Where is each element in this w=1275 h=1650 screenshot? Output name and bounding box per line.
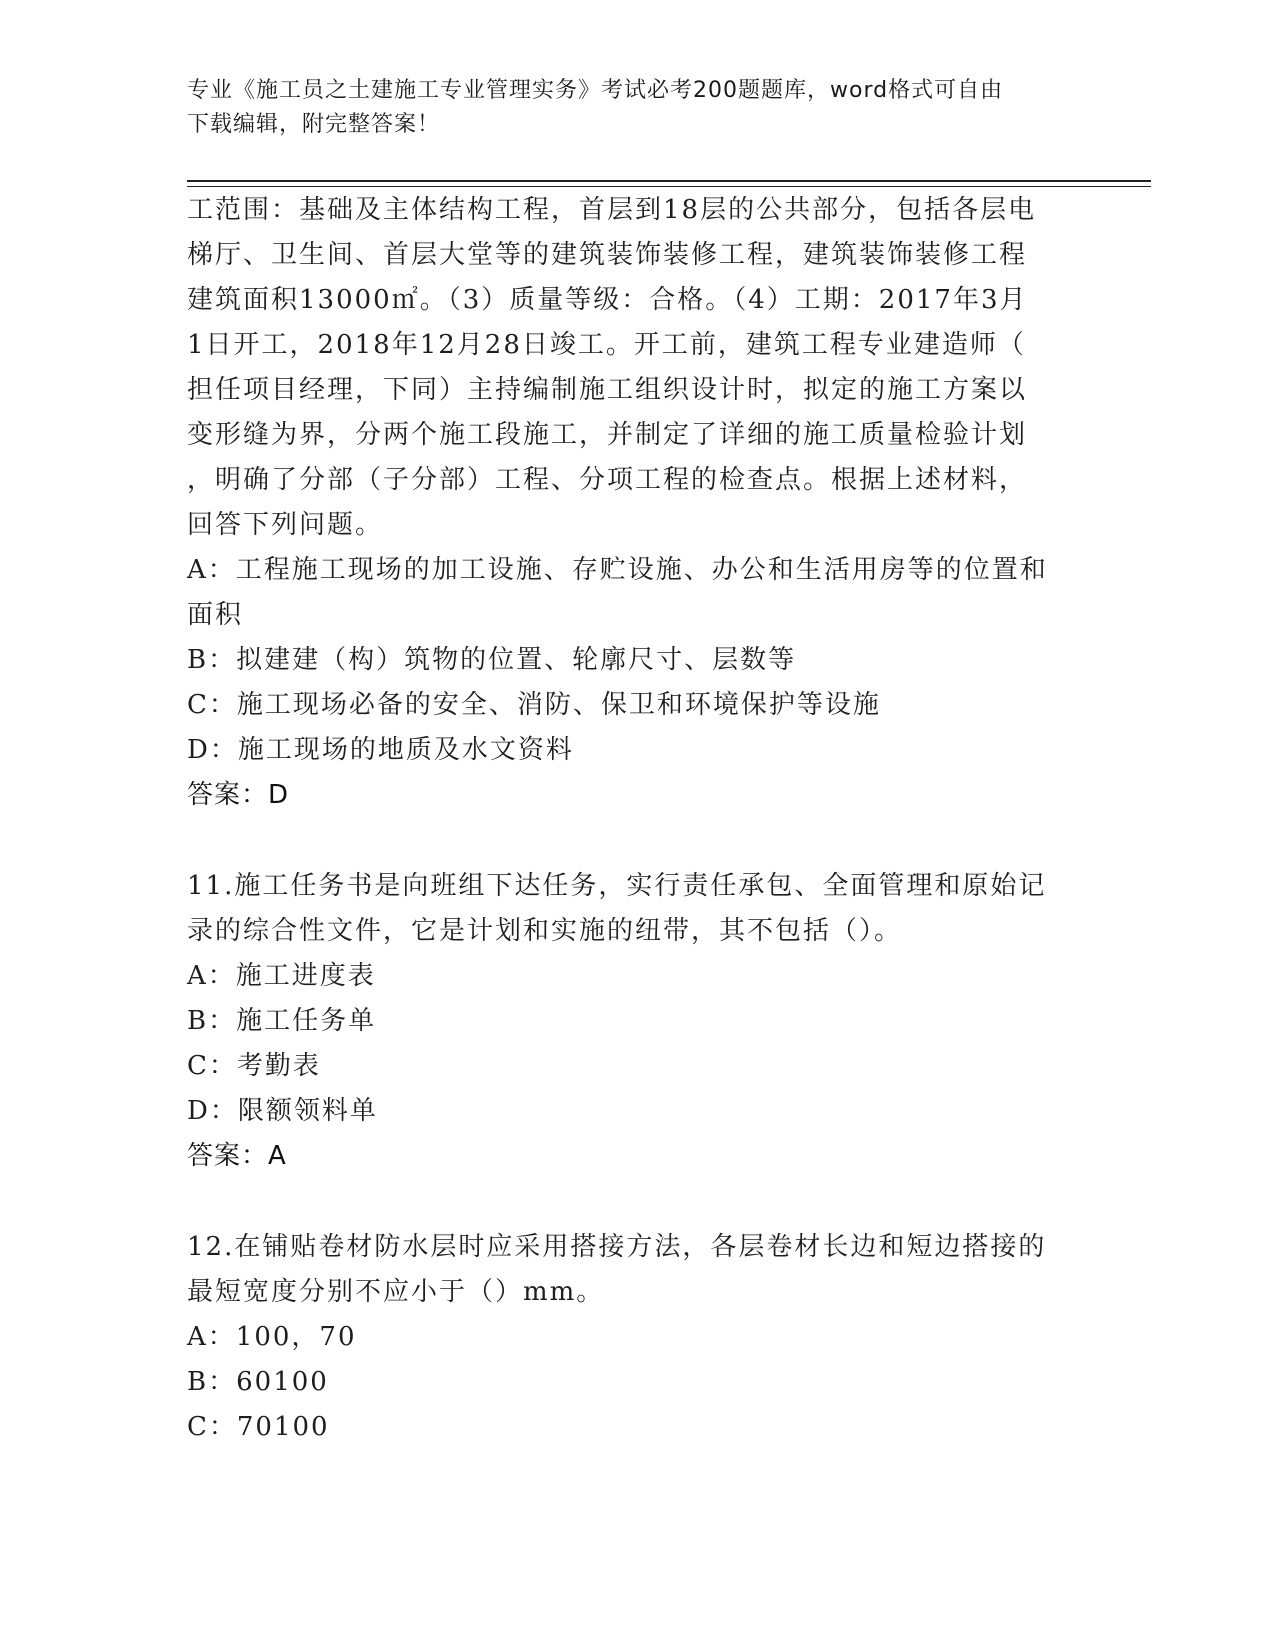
question-11-stem-line: 录的综合性文件，它是计划和实施的纽带，其不包括（）。 — [187, 916, 903, 946]
question-10-stem-line: 担任项目经理，下同）主持编制施工组织设计时，拟定的施工方案以 — [187, 375, 1028, 405]
question-11-option-a: A：施工进度表 — [187, 961, 376, 991]
question-11-option-b: B：施工任务单 — [187, 1006, 377, 1036]
question-10-stem-line: 梯厅、卫生间、首层大堂等的建筑装饰装修工程，建筑装饰装修工程 — [187, 240, 1028, 270]
question-12-option-b: B：60100 — [187, 1367, 329, 1397]
question-10-answer: 答案：D — [187, 780, 290, 810]
question-11-option-d: D：限额领料单 — [187, 1096, 378, 1126]
question-12-stem-line: 最短宽度分别不应小于（）mm。 — [187, 1277, 605, 1307]
question-10-stem-line: 建筑面积13000㎡。（3）质量等级：合格。（4）工期：2017年3月 — [187, 285, 1028, 315]
question-spacer — [187, 1179, 1077, 1225]
question-12 — [187, 1225, 1077, 1450]
question-10-stem-line: ，明确了分部（子分部）工程、分项工程的检查点。根据上述材料， — [187, 465, 1028, 495]
header-line-2: 下载编辑，附完整答案！ — [187, 112, 441, 137]
question-10-stem-line: 变形缝为界，分两个施工段施工，并制定了详细的施工质量检验计划 — [187, 420, 1028, 450]
header-rule-thick — [187, 180, 1151, 182]
question-10-option-a-cont: 面积 — [187, 600, 244, 630]
question-11-stem-line: 11.施工任务书是向班组下达任务，实行责任承包、全面管理和原始记 — [187, 871, 1047, 901]
question-12-option-a: A：100，70 — [187, 1322, 357, 1352]
question-10-stem-line: 1日开工，2018年12月28日竣工。开工前，建筑工程专业建造师（ — [187, 330, 1026, 360]
question-10-stem-line: 工范围：基础及主体结构工程，首层到18层的公共部分，包括各层电 — [187, 195, 1037, 225]
header-line-1: 专业《施工员之土建施工专业管理实务》考试必考200题题库，word格式可自由 — [187, 78, 1004, 103]
document-header — [187, 74, 1067, 142]
question-spacer — [187, 818, 1077, 864]
question-12-option-c: C：70100 — [187, 1412, 330, 1442]
document-body — [187, 188, 1077, 1450]
question-10-option-a: A：工程施工现场的加工设施、存贮设施、办公和生活用房等的位置和 — [187, 555, 1048, 585]
question-10-option-b: B：拟建建（构）筑物的位置、轮廓尺寸、层数等 — [187, 645, 797, 675]
question-11 — [187, 864, 1077, 1179]
question-11-option-c: C：考勤表 — [187, 1051, 321, 1081]
question-10 — [187, 188, 1077, 818]
question-10-option-d: D：施工现场的地质及水文资料 — [187, 735, 574, 765]
question-12-stem-line: 12.在铺贴卷材防水层时应采用搭接方法，各层卷材长边和短边搭接的 — [187, 1232, 1047, 1262]
question-11-answer: 答案：A — [187, 1141, 287, 1171]
question-10-option-c: C：施工现场必备的安全、消防、保卫和环境保护等设施 — [187, 690, 881, 720]
question-10-stem-line: 回答下列问题。 — [187, 510, 384, 540]
header-rule-thin — [187, 186, 1151, 187]
